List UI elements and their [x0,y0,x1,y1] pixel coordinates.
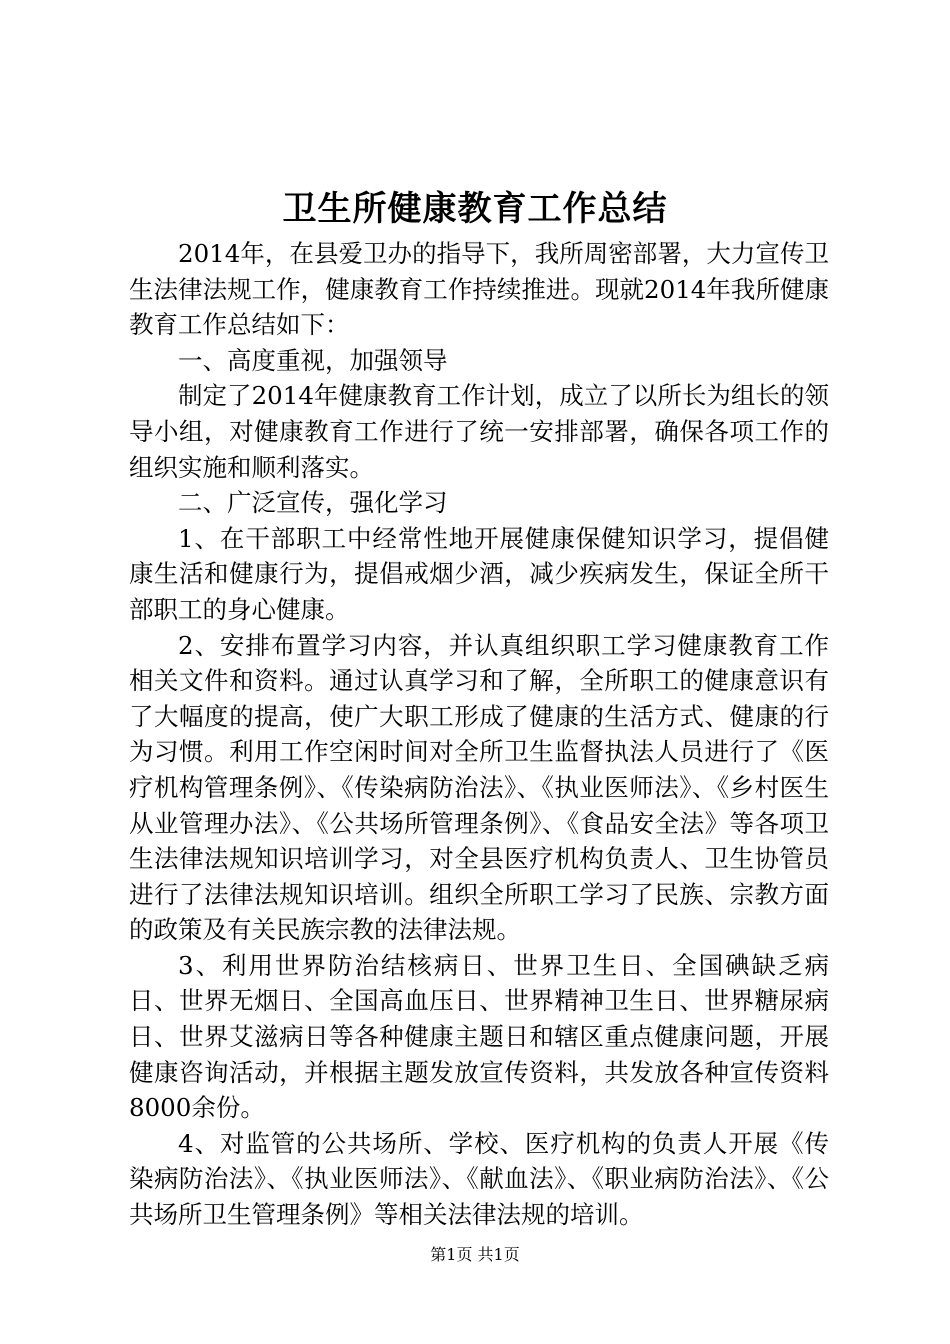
paragraph-item-2: 2、安排布置学习内容，并认真组织职工学习健康教育工作相关文件和资料。通过认真学习和了解，全所职工的健康意识有了大幅度的提高，使广大职工形成了健康的生活方式、健康的行为习惯。利用工作空闲时间对全所卫生监督执法人员进行了《医疗机构管理条例》、《传染病防治法》、《执业医师法》、《乡村医生从业管理办法》、《公共场所管理条例》、《食品安全法》等各项卫生法律法规知识培训学习，对全县医疗机构负责人、卫生协管员进行了法律法规知识培训。组织全所职工学习了民族、宗教方面的政策及有关民族宗教的法律法规。 [129,630,829,945]
paragraph-item-3: 3、利用世界防治结核病日、世界卫生日、全国碘缺乏病日、世界无烟日、全国高血压日、世界精神卫生日、世界糖尿病日、世界艾滋病日等各种健康主题日和辖区重点健康问题，开展健康咨询活动，并根据主题发放宣传资料，共发放各种宣传资料8000余份。 [129,950,829,1123]
document-body [129,236,829,1233]
paragraph-plan: 制定了2014年健康教育工作计划，成立了以所长为组长的领导小组，对健康教育工作进行了统一安排部署，确保各项工作的组织实施和顺利落实。 [129,381,829,482]
paragraph-item-1: 1、在干部职工中经常性地开展健康保健知识学习，提倡健康生活和健康行为，提倡戒烟少酒，减少疾病发生，保证全所干部职工的身心健康。 [129,523,829,624]
paragraph-item-4: 4、对监管的公共场所、学校、医疗机构的负责人开展《传染病防治法》、《执业医师法》、《献血法》、《职业病防治法》、《公共场所卫生管理条例》等相关法律法规的培训。 [129,1128,829,1230]
document-title: 卫生所健康教育工作总结 [282,189,668,229]
page-number-footer: 第1页 共1页 [430,1245,520,1264]
section-heading-2: 二、广泛宣传，强化学习 [178,488,448,518]
section-heading-1: 一、高度重视，加强领导 [178,345,448,375]
paragraph-intro: 2014年，在县爱卫办的指导下，我所周密部署，大力宣传卫生法律法规工作，健康教育工作持续推进。现就2014年我所健康教育工作总结如下： [129,239,829,340]
